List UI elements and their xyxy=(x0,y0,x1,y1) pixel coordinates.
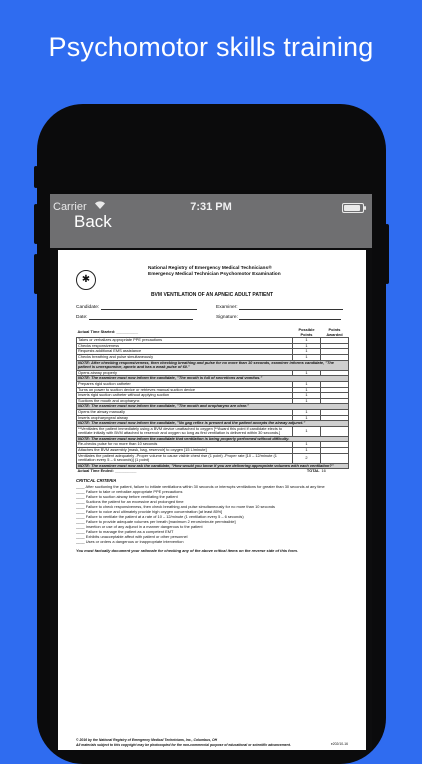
critical-criteria-title: CRITICAL CRITERIA xyxy=(76,478,117,483)
points-awarded-cell xyxy=(321,426,349,436)
document-viewer[interactable] xyxy=(50,248,372,750)
critical-criteria xyxy=(76,478,348,553)
time-ended-label: Actual Time Ended: __________ xyxy=(77,468,137,474)
step-text: Prepares rigid suction catheter xyxy=(77,381,293,387)
critical-criteria-item: ____ Failure to take or verbalize appropriate PPE precautions xyxy=(76,489,183,494)
time-started-label: Actual Time Started: __________ xyxy=(77,329,138,335)
copyright-line: © 2016 by the National Registry of Emergency Medical Technicians, Inc., Columbus, OH xyxy=(76,738,218,742)
skill-sheet-page xyxy=(58,250,366,750)
possible-points-cell: 1 xyxy=(293,393,321,399)
org-name: National Registry of Emergency Medical Technicians® xyxy=(148,266,272,271)
examiner-label: Examiner: xyxy=(216,305,238,310)
step-text: Takes or verbalizes appropriate PPE precautions xyxy=(77,338,293,344)
possible-points-cell: 1 xyxy=(293,415,321,421)
critical-criteria-list xyxy=(76,484,348,544)
signature-label: Signature: xyxy=(216,315,238,320)
carrier-label: Carrier xyxy=(53,201,87,213)
page-headline: Psychomotor skills training xyxy=(48,32,374,62)
points-awarded-cell xyxy=(321,453,349,463)
star-of-life-logo-icon: ✱ xyxy=(76,270,96,290)
app-screen xyxy=(50,194,372,750)
document-footer xyxy=(76,738,348,747)
total-row xyxy=(77,469,349,474)
step-text: Ventilates the patient adequately -Proper volume to cause visible chest rise (1 point) -Proper rate [10 – 12/minute (1 ventilation every 5 – 6 seconds)] (1 point) xyxy=(77,453,293,463)
copyright-notice: All materials subject to this copyright may be photocopied for the non-commercial purpose of educational or scientific advancement. xyxy=(76,742,291,747)
step-text: Attaches the BVM assembly [mask, bag, reservoir] to oxygen [15 L/minute] xyxy=(77,448,293,454)
phone-mute-switch xyxy=(34,166,38,188)
possible-points-cell: 2 xyxy=(293,453,321,463)
possible-points-cell: 1 xyxy=(293,442,321,448)
note-text: NOTE: The examiner must now inform the candidate, "The mouth is full of secretions and vomitus." xyxy=(77,376,349,382)
signature-field xyxy=(216,314,341,320)
note-row xyxy=(77,360,349,370)
possible-points-cell: 1 xyxy=(293,343,321,349)
step-text: Re-checks pulse for no more than 10 seconds xyxy=(77,442,293,448)
possible-points-cell: 1 xyxy=(293,448,321,454)
critical-criteria-item: ____ Failure to provide adequate volumes per breath [maximum 2 errors/minute permissible] xyxy=(76,519,236,524)
skill-rows xyxy=(77,338,349,469)
examiner-field xyxy=(216,304,343,310)
total-value: 16 xyxy=(321,468,326,474)
critical-criteria-item: ____ Failure to manage the patient as a competent EMT xyxy=(76,529,174,534)
possible-points-cell: 1 xyxy=(293,387,321,393)
critical-criteria-item: ____ Exhibits unacceptable affect with patient or other personnel xyxy=(76,534,188,539)
form-title: BVM VENTILATION OF AN APNEIC ADULT PATIENT xyxy=(150,292,274,298)
back-button[interactable]: Back xyxy=(74,212,112,231)
critical-criteria-item: ____ Insertion or use of any adjunct in a manner dangerous to the patient xyxy=(76,524,203,529)
date-label: Date: xyxy=(76,315,88,320)
critical-criteria-item: ____ Failure to suction airway before ventilating the patient xyxy=(76,494,178,499)
note-text: NOTE: The examiner must now inform the candidate, "No gag reflex is present and the patient accepts the airway adjunct." xyxy=(77,421,349,427)
step-text: Opens airway properly xyxy=(77,370,293,376)
possible-points-header: Possible Points xyxy=(298,327,315,337)
critical-criteria-item: ____ After suctioning the patient, failure to initiate ventilations within 30 seconds or interrupts ventilations for greater than 30 seconds at any time xyxy=(76,484,325,489)
critical-criteria-item: ____ Suctions the patient for an excessive and prolonged time xyxy=(76,499,184,504)
step-text: Requests additional EMS assistance xyxy=(77,349,293,355)
battery-icon xyxy=(342,203,364,213)
phone-volume-down xyxy=(34,254,38,294)
date-field xyxy=(76,314,193,320)
note-text: NOTE: The examiner must now ask the candidate, "How would you know if you are delivering appropriate volumes with each ventilation?" xyxy=(77,463,349,469)
critical-criteria-item: ____ Failure to check responsiveness, then check breathing and pulse simultaneously for no more than 10 seconds xyxy=(76,504,275,509)
step-text: Inserts rigid suction catheter without applying suction xyxy=(77,393,293,399)
exam-name: Emergency Medical Technician Psychomotor Examination xyxy=(148,272,281,277)
possible-points-cell: 1 xyxy=(293,398,321,404)
step-text: Inserts oropharyngeal airway xyxy=(77,415,293,421)
possible-points-cell: 1 xyxy=(293,426,321,436)
form-code: e202/10-16 xyxy=(330,742,348,746)
possible-points-cell: 1 xyxy=(293,349,321,355)
total-label: TOTAL xyxy=(306,468,320,474)
possible-points-cell: 1 xyxy=(293,409,321,415)
possible-points-cell: 1 xyxy=(293,338,321,344)
status-time: 7:31 PM xyxy=(190,201,232,213)
note-text: NOTE: The examiner must now inform the candidate, "The mouth and oropharynx are clear." xyxy=(77,404,349,410)
step-text: Checks breathing and pulse simultaneously xyxy=(77,354,293,360)
skill-table xyxy=(76,328,349,474)
candidate-label: Candidate: xyxy=(76,305,100,310)
candidate-field xyxy=(76,304,197,310)
step-text: **Ventilates the patient immediately using a BVM device unattached to oxygen [**Award this point if candidate elects to ventilate initially with BVM attached to reservoir and oxygen so long as first ventilation is delivered within 30 seconds.] xyxy=(77,426,293,436)
possible-points-cell: 1 xyxy=(293,354,321,360)
phone-power-button xyxy=(385,224,389,284)
points-awarded-header: Points Awarded xyxy=(326,327,343,337)
table-row xyxy=(77,453,349,463)
table-row xyxy=(77,426,349,436)
note-text: NOTE: After checking responsiveness, then checking breathing and pulse for no more than 10 seconds, examiner informs candidate, "The patient is unresponsive, apneic and has a weak pulse of 60." xyxy=(77,360,349,370)
critical-criteria-item: ____ Uses or orders a dangerous or inappropriate intervention xyxy=(76,539,184,544)
step-text: Checks responsiveness xyxy=(77,343,293,349)
rationale-note: You must factually document your rationale for checking any of the above critical items on the reverse side of this form. xyxy=(76,548,298,553)
step-text: Opens the airway manually xyxy=(77,409,293,415)
step-text: Suctions the mouth and oropharynx xyxy=(77,398,293,404)
skill-table-wrapper xyxy=(76,328,348,474)
critical-criteria-item: ____ Failure to ventilate the patient at a rate of 10 – 12/minute (1 ventilation every 5 – 6 seconds) xyxy=(76,514,244,519)
phone-volume-up xyxy=(34,204,38,244)
critical-criteria-item: ____ Failure to voice and ultimately provide high oxygen concentration [at least 85%] xyxy=(76,509,223,514)
navigation-bar xyxy=(50,194,372,248)
step-text: Turns on power to suction device or retrieves manual suction device xyxy=(77,387,293,393)
organization-header xyxy=(148,266,348,278)
possible-points-cell: 1 xyxy=(293,370,321,376)
note-text: NOTE: The examiner must now inform the candidate that ventilation is being properly performed without difficulty. xyxy=(77,436,349,442)
possible-points-cell: 1 xyxy=(293,381,321,387)
